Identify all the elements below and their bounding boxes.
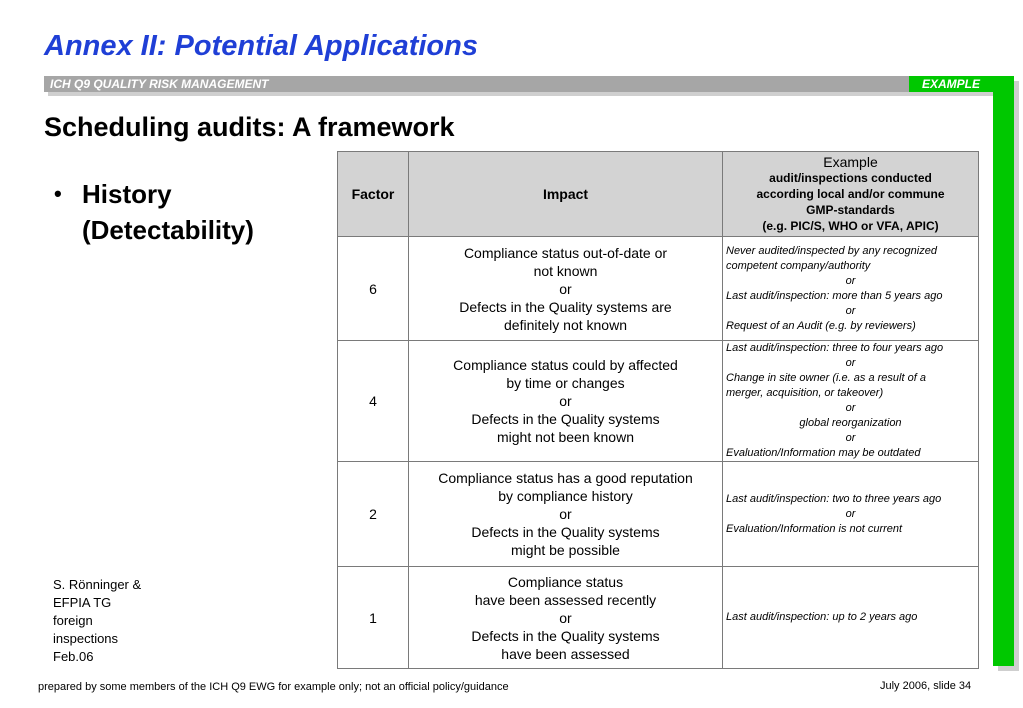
page-title: Annex II: Potential Applications (44, 30, 478, 62)
impact-line: not known (533, 262, 598, 279)
example-line: or (845, 304, 856, 317)
header-example-title: Example (823, 154, 878, 170)
band-label: ICH Q9 QUALITY RISK MANAGEMENT (50, 77, 269, 91)
audit-framework-table (337, 151, 979, 669)
impact-cell (409, 237, 723, 341)
source-line: S. Rönninger & (53, 577, 142, 592)
footer-slide-number: July 2006, slide 34 (880, 680, 972, 692)
impact-cell (409, 462, 723, 567)
example-line: or (845, 357, 856, 369)
impact-line: definitely not known (504, 316, 627, 333)
header-example (723, 152, 979, 237)
table-row (338, 567, 979, 669)
impact-line: might not been known (497, 429, 634, 445)
factor-cell: 1 (338, 567, 409, 669)
impact-line: Defects in the Quality systems (471, 411, 660, 427)
example-line: Evaluation/Information may be outdated (726, 447, 921, 459)
impact-cell (409, 567, 723, 669)
example-line: Evaluation/Information is not current (726, 522, 903, 535)
impact-line: Compliance status (507, 573, 624, 590)
impact-line: have been assessed recently (474, 591, 657, 608)
header-impact: Impact (409, 152, 723, 237)
bullet-text (82, 176, 254, 248)
example-cell (723, 462, 979, 567)
table-row (338, 462, 979, 567)
header-example-sub: audit/inspections conducted (769, 171, 932, 185)
header-factor: Factor (338, 152, 409, 237)
impact-line: by time or changes (506, 375, 625, 391)
header-example-sub: (e.g. PIC/S, WHO or VFA, APIC) (762, 219, 939, 233)
factor-cell: 2 (338, 462, 409, 567)
example-line: Last audit/inspection: three to four years ago (726, 342, 944, 354)
impact-line: have been assessed (501, 645, 630, 662)
example-line: Never audited/inspected by any recognized (726, 244, 937, 257)
example-cell (723, 237, 979, 341)
example-line: Change in site owner (i.e. as a result of a (726, 372, 926, 384)
impact-line: Defects in the Quality systems (471, 627, 660, 644)
impact-line: might be possible (511, 542, 620, 558)
example-cell (723, 341, 979, 462)
example-line: or (845, 432, 856, 444)
example-cell (723, 567, 979, 669)
green-side-bar (993, 76, 1014, 666)
example-line: Last audit/inspection: up to 2 years ago (726, 611, 918, 623)
example-line: or (845, 274, 856, 287)
example-line: Request of an Audit (e.g. by reviewers) (726, 319, 916, 332)
bullet-line: (Detectability) (82, 215, 254, 245)
example-line: global reorganization (799, 417, 902, 429)
source-note (53, 576, 141, 666)
example-line: merger, acquisition, or takeover) (726, 387, 884, 399)
header-band (44, 76, 993, 92)
example-line: competent company/authority (726, 259, 871, 272)
impact-line: or (559, 506, 572, 522)
impact-line: or (559, 609, 572, 626)
factor-cell: 4 (338, 341, 409, 462)
slide-subtitle: Scheduling audits: A framework (44, 112, 455, 142)
example-line: Last audit/inspection: more than 5 years ago (726, 289, 943, 302)
header-example-sub: according local and/or commune (756, 187, 945, 201)
source-line: inspections (53, 631, 119, 646)
source-line: Feb.06 (53, 649, 94, 664)
source-line: EFPIA TG (53, 595, 112, 610)
impact-line: by compliance history (498, 488, 633, 504)
impact-line: Defects in the Quality systems are (459, 298, 672, 315)
bullet-dot-icon: • (54, 181, 62, 206)
factor-cell: 6 (338, 237, 409, 341)
impact-line: Compliance status has a good reputation (438, 470, 693, 486)
footer-disclaimer: prepared by some members of the ICH Q9 EWG for example only; not an official policy/guidance (38, 681, 509, 693)
header-example-sub: GMP-standards (806, 203, 895, 217)
impact-line: or (559, 280, 572, 297)
example-line: or (845, 402, 856, 414)
example-line: or (845, 507, 856, 520)
source-line: foreign (53, 613, 93, 628)
table-row (338, 237, 979, 341)
impact-line: Defects in the Quality systems (471, 524, 660, 540)
impact-line: or (559, 393, 572, 409)
impact-line: Compliance status out-of-date or (463, 244, 668, 261)
example-line: Last audit/inspection: two to three years ago (726, 492, 942, 505)
table-row (338, 341, 979, 462)
impact-cell (409, 341, 723, 462)
table-header-row (338, 152, 979, 237)
impact-line: Compliance status could by affected (453, 357, 678, 373)
bullet-line: History (82, 179, 172, 209)
example-tag: EXAMPLE (909, 76, 993, 92)
